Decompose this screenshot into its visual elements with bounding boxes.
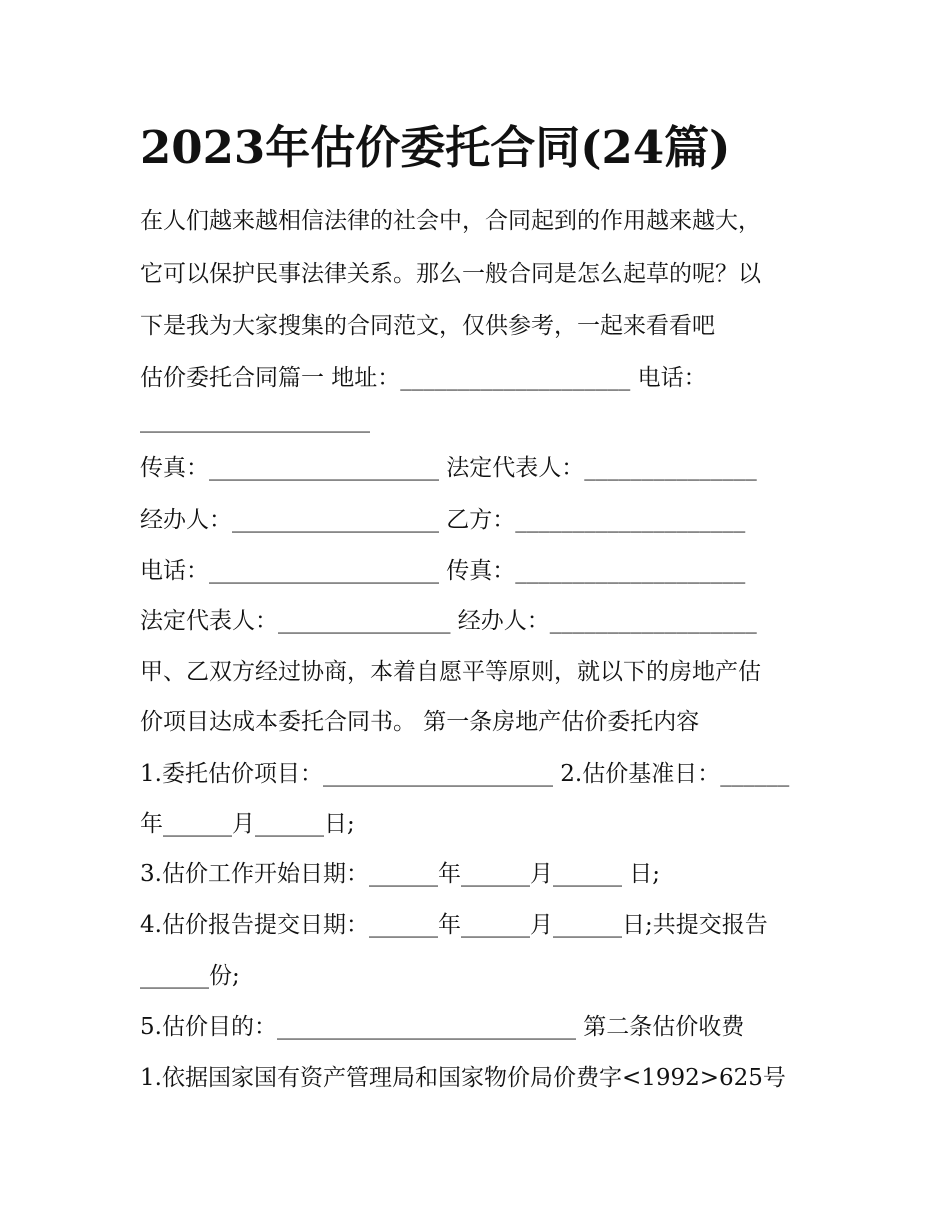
paragraph-line: 传真：____________________ 法定代表人：_______________ (140, 455, 757, 481)
paragraph-line: ______份; (140, 963, 240, 989)
paragraph-line: 它可以保护民事法律关系。那么一般合同是怎么起草的呢？以 (140, 261, 761, 287)
paragraph-line: 电话：____________________ 传真：____________________ (140, 558, 746, 584)
paragraph-line: 5.估价目的：__________________________ 第二条估价收费 (140, 1014, 745, 1040)
paragraph-line: 估价委托合同篇一 地址：____________________ 电话： (140, 365, 707, 391)
paragraph-line: 在人们越来越相信法律的社会中，合同起到的作用越来越大， (140, 208, 761, 234)
paragraph-line: 价项目达成本委托合同书。 第一条房地产估价委托内容 (140, 709, 700, 735)
paragraph-line: 1.依据国家国有资产管理局和国家物价局价费字<1992>625号 (140, 1065, 786, 1091)
paragraph-line: 经办人：__________________ 乙方：____________________ (140, 507, 746, 533)
paragraph-line: 甲、乙双方经过协商，本着自愿平等原则，就以下的房地产估 (140, 659, 761, 685)
paragraph-line: 4.估价报告提交日期：______年______月______日;共提交报告 (140, 912, 768, 938)
paragraph-line: 下是我为大家搜集的合同范文，仅供参考，一起来看看吧 (140, 313, 715, 339)
paragraph-line: 法定代表人：_______________ 经办人：__________________ (140, 608, 757, 634)
paragraph-line: 年______月______日; (140, 811, 355, 837)
paragraph-line: 1.委托估价项目：____________________ 2.估价基准日：______ (140, 761, 790, 787)
paragraph-line: 3.估价工作开始日期：______年______月______ 日; (140, 861, 661, 887)
document-title: 2023年估价委托合同(24篇) (140, 121, 731, 174)
paragraph-line: ____________________ (140, 407, 370, 433)
